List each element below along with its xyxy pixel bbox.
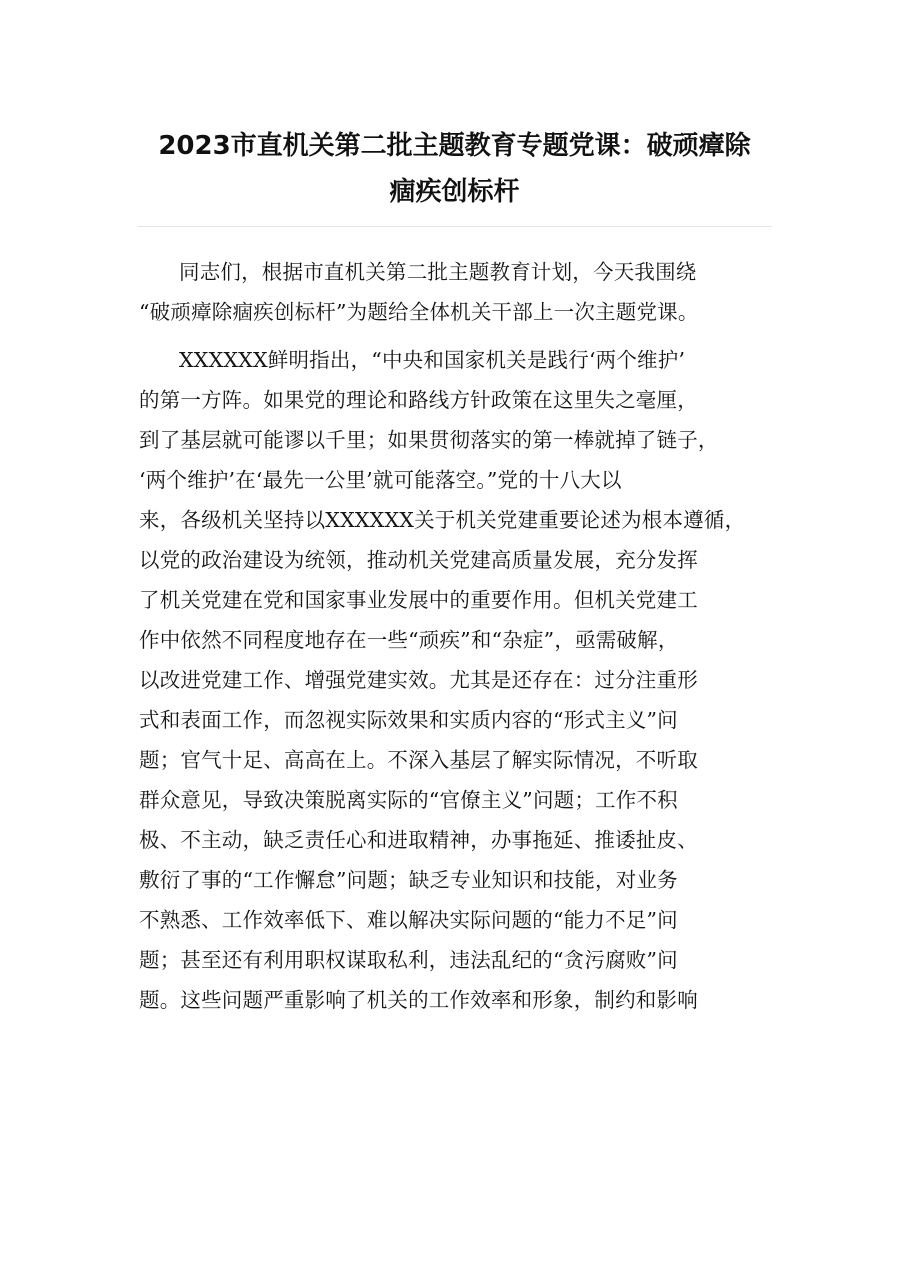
paragraph-2	[139, 340, 779, 1020]
paragraph-spacer	[139, 332, 779, 340]
title-divider	[138, 226, 772, 227]
paragraph-line: 题；官气十足、高高在上。不深入基层了解实际情况，不听取	[139, 748, 698, 772]
paragraph-line: 群众意见，导致决策脱离实际的“官僚主义”问题；工作不积	[139, 788, 678, 812]
paragraph-line: 的第一方阵。如果党的理论和路线方针政策在这里失之毫厘，	[139, 388, 698, 412]
paragraph-line: 题；甚至还有利用职权谋取私利，违法乱纪的“贪污腐败”问	[139, 948, 678, 972]
paragraph-line: 式和表面工作，而忽视实际效果和实质内容的“形式主义”问	[139, 708, 678, 732]
paragraph-line: 题。这些问题严重影响了机关的工作效率和形象，制约和影响	[139, 988, 698, 1012]
paragraph-line: 不熟悉、工作效率低下、难以解决实际问题的“能力不足”问	[139, 908, 678, 932]
paragraph-line: 以改进党建工作、增强党建实效。尤其是还存在：过分注重形	[139, 668, 698, 692]
paragraph-line: 了机关党建在党和国家事业发展中的重要作用。但机关党建工	[139, 588, 698, 612]
document-title-line-2: 痼疾创标杆	[389, 177, 520, 207]
paragraph-line: 敷衍了事的“工作懈怠”问题；缺乏专业知识和技能，对业务	[139, 868, 678, 892]
paragraph-line: ‘两个维护’在‘最先一公里’就可能落空。”党的十八大以	[139, 468, 622, 492]
document-body	[139, 252, 779, 1020]
paragraph-line: 来，各级机关坚持以XXXXXX关于机关党建重要论述为根本遵循，	[139, 508, 746, 532]
paragraph-line: 以党的政治建设为统领，推动机关党建高质量发展，充分发挥	[139, 548, 698, 572]
document-title-line-1: 2023市直机关第二批主题教育专题党课：破顽瘴除	[158, 131, 751, 161]
paragraph-line: 同志们，根据市直机关第二批主题教育计划，今天我围绕	[179, 260, 697, 284]
paragraph-line: 作中依然不同程度地存在一些“顽疾”和“杂症”，亟需破解，	[139, 628, 679, 652]
paragraph-line: “破顽瘴除痼疾创标杆”为题给全体机关干部上一次主题党课。	[139, 300, 699, 324]
paragraph-line: 到了基层就可能谬以千里；如果贯彻落实的第一棒就掉了链子，	[139, 428, 719, 452]
paragraph-line: XXXXXX鲜明指出，“中央和国家机关是践行‘两个维护’	[179, 348, 686, 372]
paragraph-line: 极、不主动，缺乏责任心和进取精神，办事拖延、推诿扯皮、	[139, 828, 698, 852]
paragraph-1	[139, 252, 779, 332]
